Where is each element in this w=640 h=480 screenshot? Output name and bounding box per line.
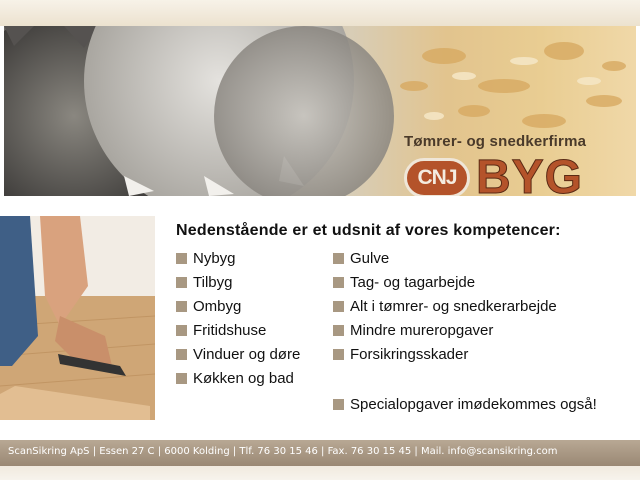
list-item: Tilbyg: [176, 272, 300, 296]
special-tasks-item: Specialopgaver imødekommes også!: [333, 394, 597, 416]
list-item: Gulve: [333, 248, 557, 272]
header-banner: [4, 26, 636, 196]
footer-bar: [0, 440, 640, 466]
company-tagline: Tømrer- og snedkerfirma: [404, 133, 587, 150]
square-bullet-icon: [176, 373, 187, 384]
square-bullet-icon: [333, 325, 344, 336]
list-item: Alt i tømrer- og snedkerarbejde: [333, 296, 557, 320]
list-item: Vinduer og døre: [176, 344, 300, 368]
list-item: Tag- og tagarbejde: [333, 272, 557, 296]
square-bullet-icon: [333, 253, 344, 264]
square-bullet-icon: [176, 277, 187, 288]
list-item: Fritidshuse: [176, 320, 300, 344]
competencies-right-list: [333, 248, 557, 368]
footer-contact-info: ScanSikring ApS | Essen 27 C | 6000 Kolding | Tlf. 76 30 15 46 | Fax. 76 30 15 45 | Mail. info@scansikring.com: [8, 446, 558, 457]
carpenter-photo: [0, 216, 155, 420]
square-bullet-icon: [333, 277, 344, 288]
list-item: Mindre mureropgaver: [333, 320, 557, 344]
square-bullet-icon: [333, 301, 344, 312]
top-border: [0, 0, 640, 26]
list-item: Ombyg: [176, 296, 300, 320]
logo-badge: CNJ: [404, 158, 470, 196]
competencies-heading: Nedenstående er et udsnit af vores kompetencer:: [176, 222, 561, 239]
carpenter-image: [0, 216, 155, 420]
square-bullet-icon: [176, 253, 187, 264]
logo-word: BYG: [476, 151, 584, 196]
competencies-section: [176, 222, 636, 413]
square-bullet-icon: [176, 325, 187, 336]
list-item: Nybyg: [176, 248, 300, 272]
square-bullet-icon: [333, 399, 344, 410]
company-logo: [404, 151, 604, 196]
bottom-border: [0, 466, 640, 480]
square-bullet-icon: [176, 349, 187, 360]
competencies-left-list: [176, 248, 300, 392]
square-bullet-icon: [176, 301, 187, 312]
square-bullet-icon: [333, 349, 344, 360]
list-item: Forsikringsskader: [333, 344, 557, 368]
list-item: Køkken og bad: [176, 368, 300, 392]
